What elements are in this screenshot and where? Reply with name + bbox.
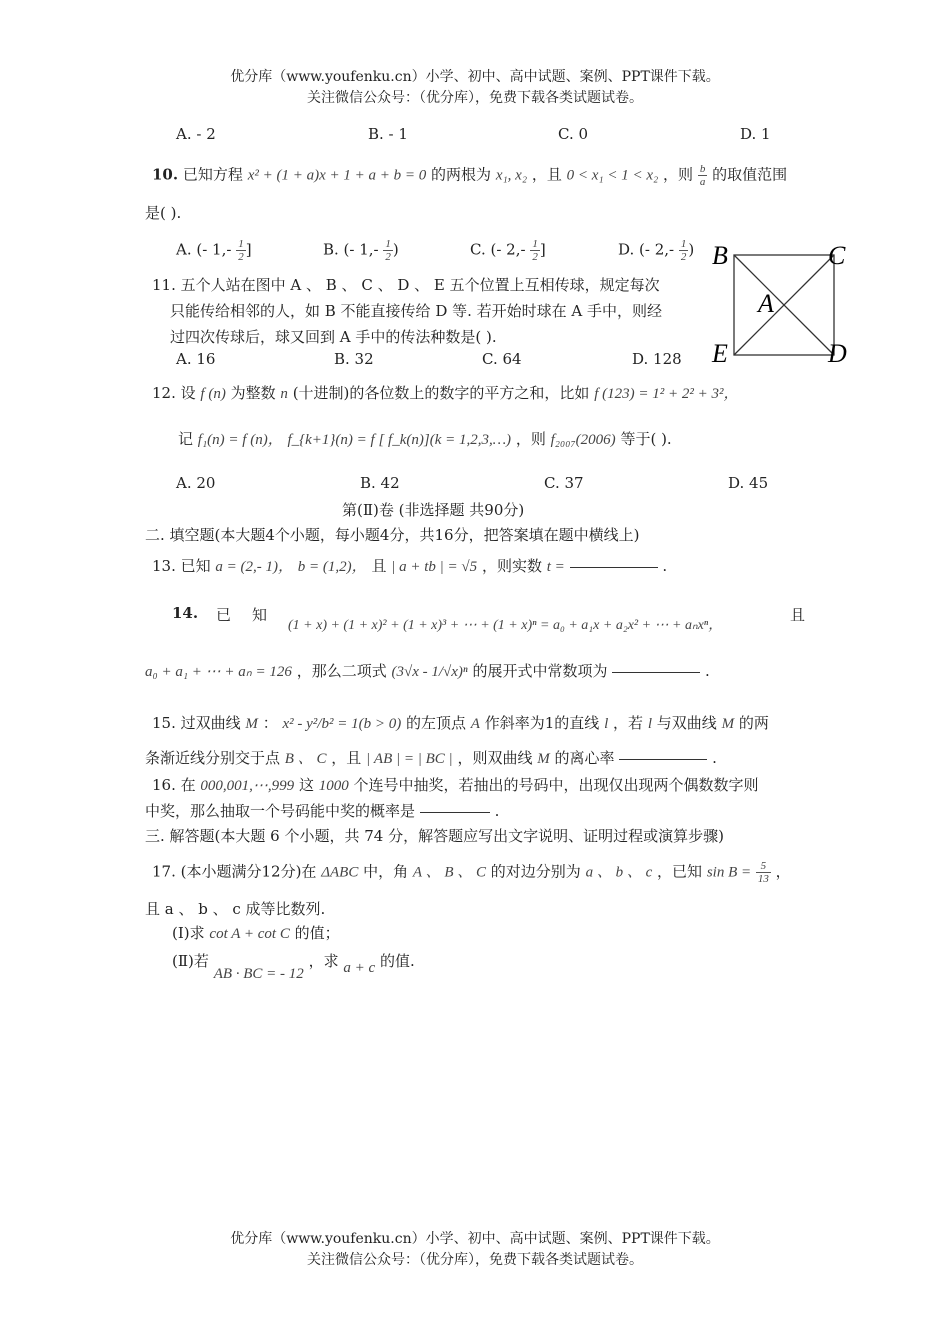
q16-answer-blank[interactable]: [420, 812, 490, 813]
q15-line-2: 条渐近线分别交于点 B 、 C ，且 | AB | = | BC | ，则双曲线 M 的离心率 .: [145, 749, 717, 767]
q11-label-e: E: [712, 339, 728, 368]
q14-word-3: 且: [790, 606, 806, 624]
q10-equation: x² + (1 + a)x + 1 + a + b = 0: [247, 167, 427, 184]
q10-line-2: 是( ).: [145, 204, 182, 222]
q12-line-2: 记 f₁(n) = f (n)， f_{k+1}(n) = f [ f_k(n)](k = 1,2,3,…) ，则 f₂₀₀₇(2006) 等于( ).: [178, 430, 672, 448]
q10-text-c: ，且: [531, 165, 562, 184]
q9-option-b: B. - 1: [368, 125, 408, 143]
q11-label-c: C: [828, 241, 846, 270]
q16-line-1: 16. 在 000,001,⋯,999 这 1000 个连号中抽奖，若抽出的号码中，出现仅出现两个偶数数字则: [152, 776, 759, 794]
q10-text-d: ，则: [663, 165, 694, 184]
q9-option-d: D. 1: [740, 125, 771, 143]
q10-option-c: C. (- 2,- $\frac{1}{2}$ ]: [470, 238, 546, 263]
q11-label-b: B: [712, 241, 728, 270]
header-line-2: 关注微信公众号：（优分库），免费下载各类试题试卷。: [307, 90, 643, 106]
section-2-heading: 二. 填空题(本大题4个小题，每小题4分，共16分，把答案填在题中横线上): [145, 526, 640, 544]
q10-option-a: A. (- 1,- $\frac{1}{2}$ ]: [176, 238, 252, 263]
q17-line-1: 17. (本小题满分12分)在 ΔABC 中，角 A 、 B 、 C 的对边分别为 a 、 b 、 c ，已知 sin B = $\frac{5}{13}$ ，: [152, 860, 791, 885]
q17-line-2: 且 a 、 b 、 c 成等比数列.: [145, 900, 326, 918]
q12-option-c: C. 37: [544, 474, 584, 492]
q15-line-1: 15. 过双曲线 M ： x² - y²/b² = 1(b > 0) 的左顶点 A 作斜率为1的直线 l ，若 l 与双曲线 M 的两: [152, 714, 769, 732]
footer-line-2: 关注微信公众号：（优分库），免费下载各类试题试卷。: [307, 1252, 643, 1268]
footer-line-1: 优分库（www.youfenku.cn）小学、初中、高中试题、案例、PPT课件下载。: [230, 1231, 720, 1247]
q17-part-1: (Ⅰ)求 cot A + cot C 的值；: [172, 924, 340, 942]
q14-word-1: 已: [216, 606, 232, 624]
q11-option-c: C. 64: [482, 350, 522, 368]
q11-option-a: A. 16: [176, 350, 216, 368]
q10-text-e: 的取值范围: [712, 165, 788, 184]
q14-answer-blank[interactable]: [612, 672, 700, 673]
header-line-1: 优分库（www.youfenku.cn）小学、初中、高中试题、案例、PPT课件下载。: [230, 69, 720, 85]
q10-text-a: 已知方程: [182, 165, 243, 184]
q14-expression: (1 + x) + (1 + x)² + (1 + x)³ + ⋯ + (1 + x)ⁿ = a₀ + a₁x + a₂x² + ⋯ + aₙxⁿ，: [288, 618, 723, 633]
q12-option-b: B. 42: [360, 474, 400, 492]
section-2-title: 第(Ⅱ)卷 (非选择题 共90分): [342, 501, 525, 519]
q10-option-b: B. (- 1,- $\frac{1}{2}$ ): [323, 238, 399, 263]
q9-option-c: C. 0: [558, 125, 589, 143]
q10-option-d: D. (- 2,- $\frac{1}{2}$ ): [618, 238, 695, 263]
q10-number: 10.: [152, 165, 179, 184]
q14-word-2: 知: [252, 606, 268, 624]
q12-option-d: D. 45: [728, 474, 769, 492]
q10-line-1: [152, 163, 787, 188]
q14-line-2: a₀ + a₁ + ⋯ + aₙ = 126 ，那么二项式 (3√x - 1/√x)ⁿ 的展开式中常数项为 .: [145, 662, 710, 680]
q13-answer-blank[interactable]: [570, 567, 658, 568]
q17-fraction: $\frac{5}{13}$: [757, 860, 769, 885]
q14-number: 14.: [172, 604, 199, 622]
q17-part-2: (Ⅱ)若 AB · BC = - 12 ，求 a + c 的值.: [172, 952, 415, 982]
q12-line-1: 12. 设 f (n) 为整数 n (十进制)的各位数上的数字的平方之和，比如 f (123) = 1² + 2² + 3²，: [152, 384, 739, 402]
q10-roots: x₁, x₂: [495, 167, 528, 184]
q11-line-3: 过四次传球后，球又回到 A 手中的传法种数是( ).: [170, 328, 497, 346]
q13-line: 13. 已知 a = (2,- 1)， b = (1,2)， 且 | a + tb | = √5 ，则实数 t = .: [152, 557, 668, 575]
q10-fraction: $\frac{b}{a}$: [699, 163, 706, 188]
q11-option-d: D. 128: [632, 350, 682, 368]
q12-option-a: A. 20: [176, 474, 216, 492]
q11-line-1: 11. 五个人站在图中 A 、 B 、 C 、 D 、 E 五个位置上互相传球，规定每次: [152, 276, 660, 294]
q11-line-2: 只能传给相邻的人，如 B 不能直接传给 D 等. 若开始时球在 A 手中，则经: [170, 302, 663, 320]
q11-figure: [706, 238, 856, 368]
q15-answer-blank[interactable]: [619, 759, 707, 760]
q16-line-2: 中奖，那么抽取一个号码能中奖的概率是 .: [145, 802, 500, 820]
q10-text-b: 的两根为: [431, 165, 492, 184]
q11-label-d: D: [828, 339, 847, 368]
q9-option-a: A. - 2: [176, 125, 216, 143]
q11-option-b: B. 32: [334, 350, 374, 368]
q11-label-a: A: [758, 289, 774, 318]
q10-inequality: 0 < x₁ < 1 < x₂: [566, 167, 659, 184]
section-3-heading: 三. 解答题(本大题 6 个小题，共 74 分，解答题应写出文字说明、证明过程或演算步骤): [145, 827, 724, 845]
